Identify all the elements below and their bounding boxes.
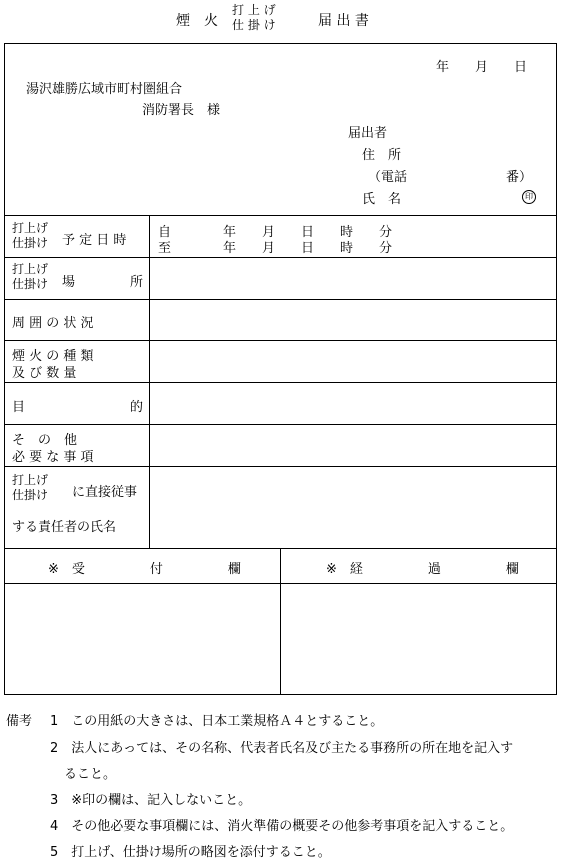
row7-label-d: する責任者の氏名 xyxy=(12,520,117,535)
row7-label-stack xyxy=(12,473,48,503)
row6-label-a: そ の 他 xyxy=(12,433,78,448)
addressee-title: 消防署長 様 xyxy=(142,103,221,118)
form-top-border xyxy=(4,43,557,44)
seal-mark xyxy=(522,188,536,204)
fireworks-type-field[interactable] xyxy=(152,342,554,380)
purpose-field[interactable] xyxy=(152,384,554,422)
surroundings-field[interactable] xyxy=(152,301,554,339)
row2-label-d: 所 xyxy=(130,275,144,290)
title-stack-bottom: 仕 掛 け xyxy=(232,18,276,32)
seal-icon: 印 xyxy=(522,190,536,204)
row1-label-b: 仕掛け xyxy=(12,236,49,250)
addressee-org: 湯沢雄勝広域市町村圏組合 xyxy=(26,82,183,97)
row-divider-2 xyxy=(4,257,557,258)
row1-label-c: 予 定 日 時 xyxy=(62,233,127,248)
place-field[interactable] xyxy=(152,259,554,297)
progress-box[interactable] xyxy=(283,585,554,692)
note-1: 1 この用紙の大きさは、日本工業規格Ａ４とすること。 xyxy=(50,714,384,729)
row7-label-c: に直接従事 xyxy=(72,485,138,500)
row1-label-stack xyxy=(12,221,48,251)
row-divider-5 xyxy=(4,382,557,383)
date-field: 年 月 日 xyxy=(436,60,528,75)
title-stack-top: 打 上 げ xyxy=(232,3,276,17)
phone-close: 番） xyxy=(506,170,533,185)
row2-label-c: 場 xyxy=(62,275,76,290)
title-stack xyxy=(232,3,276,33)
reception-header: ※ 受 付 欄 xyxy=(48,562,241,577)
reception-box[interactable] xyxy=(6,585,278,692)
responsible-person-field[interactable] xyxy=(152,468,554,546)
name-label: 氏 名 xyxy=(362,192,402,207)
label-column-divider xyxy=(149,215,150,548)
note-2b: ること。 xyxy=(64,767,117,782)
row2-label-a: 打上げ xyxy=(12,262,49,276)
row-divider-7 xyxy=(4,466,557,467)
note-4: 4 その他必要な事項欄には、消火準備の概要その他参考事項を記入すること。 xyxy=(50,819,514,834)
note-2a: 2 法人にあっては、その名称、代表者氏名及び主たる事務所の所在地を記入す xyxy=(50,741,514,756)
row3-label: 周 囲 の 状 況 xyxy=(12,316,94,331)
footer-box-divider xyxy=(280,548,281,694)
row-divider-1 xyxy=(4,215,557,216)
title-suffix: 届 出 書 xyxy=(318,13,369,29)
row7-label-b: 仕掛け xyxy=(12,488,49,502)
row5-label-b: 的 xyxy=(130,400,144,415)
row4-label-a: 煙 火 の 種 類 xyxy=(12,349,94,364)
row2-label-stack xyxy=(12,262,48,292)
row-divider-6 xyxy=(4,424,557,425)
other-matters-field[interactable] xyxy=(152,426,554,464)
notes-head: 備考 xyxy=(6,714,33,729)
row4-label-b: 及 び 数 量 xyxy=(12,366,77,381)
row7-label-a: 打上げ xyxy=(12,473,49,487)
form-bottom-border xyxy=(4,694,557,695)
phone-open: （電話 xyxy=(368,170,408,185)
progress-header: ※ 経 過 欄 xyxy=(326,562,519,577)
address-label: 住 所 xyxy=(362,148,402,163)
row1-from[interactable]: 自 年 月 日 時 分 xyxy=(158,225,393,240)
note-5: 5 打上げ、仕掛け場所の略図を添付すること。 xyxy=(50,845,331,860)
row6-label-b: 必 要 な 事 項 xyxy=(12,450,94,465)
note-3: 3 ※印の欄は、記入しないこと。 xyxy=(50,793,252,808)
row-divider-3 xyxy=(4,299,557,300)
form-right-border xyxy=(556,43,557,695)
form-left-border xyxy=(4,43,5,695)
row-divider-4 xyxy=(4,340,557,341)
row5-label-a: 目 xyxy=(12,400,26,415)
row1-label-a: 打上げ xyxy=(12,221,49,235)
row1-to[interactable]: 至 年 月 日 時 分 xyxy=(158,241,393,256)
applicant-label: 届出者 xyxy=(348,126,388,141)
title-prefix: 煙 火 xyxy=(176,13,218,29)
row2-label-b: 仕掛け xyxy=(12,277,49,291)
